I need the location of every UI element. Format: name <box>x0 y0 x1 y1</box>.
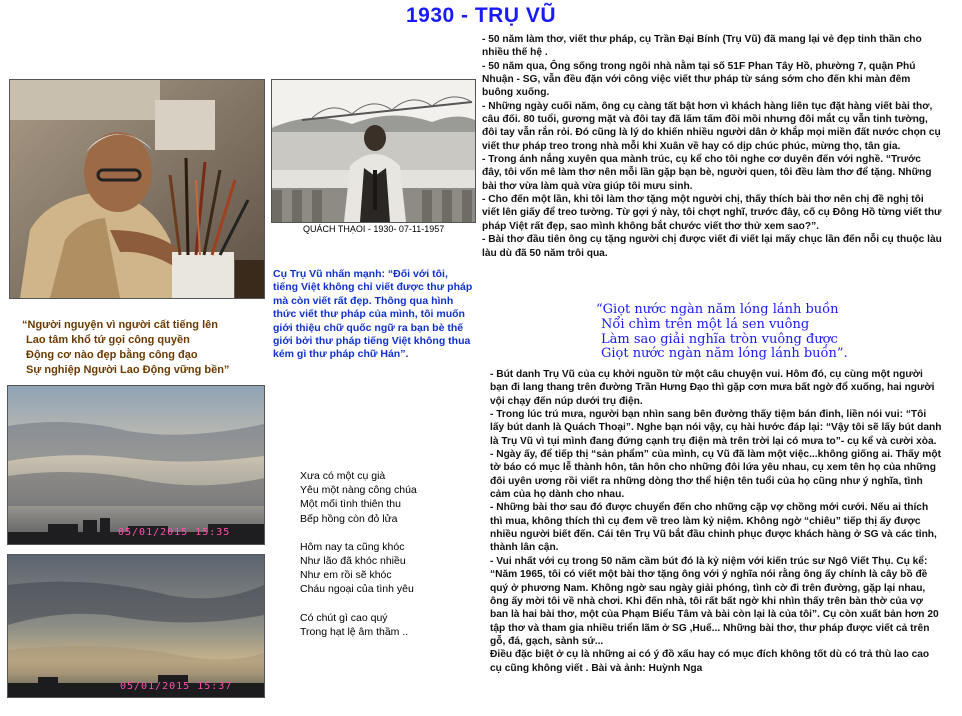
quote-line: Lao tâm khổ tứ gọi công quyền <box>26 334 190 346</box>
sky-image <box>8 555 264 697</box>
article-paragraph: - Những ngày cuối năm, ông cụ càng tất bật hơn vì khách hàng liên tục đặt hàng viết bài thơ, câu đối. 80 tuổi, gương mặt và đôi tay đã lấm tấm đồi mồi nhưng đôi mắt cụ vẫn tinh tường, đôi tay vẫn rắn rỏi. Đó cũng là lý do khiến nhiều người dân ở khắp mọi miền đất nước chọn cụ viết thư pháp treo trong nhà mỗi khi Xuân về hay có dịp chúc phúc, mừng thọ, tân gia. <box>482 100 941 152</box>
poem-line: Như em rồi sẽ khóc <box>300 569 392 582</box>
poem-line: Có chút gì cao quý <box>300 611 388 624</box>
verse-line: “Giọt nước ngàn năm lóng lánh buồn <box>596 302 839 317</box>
article-paragraph: - Cho đến một lần, khi tôi làm thơ tặng một người chị, thấy thích bài thơ nên chị đề nghị tôi viết lên giấy để treo tường. Từ gợi ý này, tôi chợt nghĩ, trước đây, cố cụ Đông Hồ từng viết thư pháp Việt rất đẹp, sao mình không bắt chước viết thơ thử xem sao?”. <box>482 194 942 232</box>
article-paragraph: - Vui nhất với cụ trong 50 năm cầm bút đó là kỷ niệm với kiến trúc sư Ngô Viết Thụ. Cụ kể: “Năm 1965, tôi có viết một bài thơ tặng ông với ý nghĩa nói rằng ông ấy chính là cây bồ đề quý ở phương Nam. Không ngờ sau ngày giải phóng, tình cờ đi trên đường, gặp lại nhau, ông ấy mời tôi về nhà chơi. Khi đến nhà, tôi rất bất ngờ khi nhìn thấy trên bàn thờ của vợ ban là hai bài thơ, một của Phạm Biểu Tâm và bài còn lại là của tôi”. Cụ còn xuất bản hơn 20 tập thơ và tham gia nhiều triển lãm ở SG ,Huế... Những bài thơ, thư pháp được viết cả trên gỗ, đá, gạch, sành sứ... <box>490 555 939 647</box>
quote-line: Sự nghiệp Người Lao Động vững bền” <box>26 364 230 376</box>
photo-timestamp: 05/01/2015 15:35 <box>118 527 231 538</box>
poem-line: Cháu ngoại của tình yêu <box>300 583 414 596</box>
photo-timestamp: 05/01/2015 15:37 <box>120 681 233 692</box>
portrait-photo <box>271 79 476 223</box>
poem-line: Xưa có một cụ già <box>300 470 386 482</box>
verse-line: Giọt nước ngàn năm lóng lánh buồn”. <box>601 346 848 362</box>
portrait-caption: QUÁCH THẠOI - 1930- 07-11-1957 <box>303 224 445 234</box>
poem-line: Một mối tình thiên thu <box>300 498 401 511</box>
verse-line: Làm sao giải nghĩa tròn vuông được <box>601 331 838 347</box>
sky-photo-1 <box>7 385 265 545</box>
quote-line: “Người nguyện vì người cất tiếng lên <box>22 319 218 331</box>
verse-line: Nổi chìm trên một lá sen vuông <box>601 316 810 332</box>
poem-line: Hôm nay ta cũng khóc <box>300 540 405 553</box>
poem-line <box>300 597 470 611</box>
poem-line: Như lão đã khóc nhiều <box>300 555 406 568</box>
article-paragraph: Điều đặc biệt ở cụ là những ai có ý đồ xấu hay có mục đích không tốt dù có trả thù lao cao cụ cũng không viết . Bài và ảnh: Huỳnh Nga <box>490 649 930 674</box>
poem-line: Yêu một nàng công chúa <box>300 484 417 497</box>
calligrapher-photo <box>9 79 265 299</box>
poem-line <box>300 526 470 540</box>
sky-photo-2 <box>7 554 265 698</box>
article-paragraph: - Những bài thơ sau đó được chuyển đến cho những cặp vợ chồng mới cưới. Nếu ai thích thì mua, không thích thì cụ đem về treo làm kỷ niệm. Không ngờ “chiêu” tiếp thị ấy được nhiều người biết đến. Cái tên Trụ Vũ bắt đầu chinh phục được khách hàng ở SG và các tỉnh, thành lân cận. <box>490 502 937 554</box>
article-paragraph: - 50 năm làm thơ, viết thư pháp, cụ Trần Đại Bính (Trụ Vũ) đã mang lại vẻ đẹp tinh thần cho nhiều thế hệ . <box>482 34 922 59</box>
calligrapher-image <box>10 80 264 298</box>
quote-poem <box>22 318 272 378</box>
article-paragraph: - Bút danh Trụ Vũ của cụ khởi nguồn từ một câu chuyện vui. Hôm đó, cụ cùng một người bạn đi lang thang trên đường Trần Hưng Đạo thì gặp cơn mưa bất ngờ đổ xuống, hai người vội chạy đến núp dưới trụ điện. <box>490 369 935 407</box>
portrait-image <box>272 80 475 222</box>
love-poem <box>300 469 470 639</box>
article-paragraph: - Trong ánh nắng xuyên qua mành trúc, cụ kể cho tôi nghe cơ duyên đến với nghề. “Trước đây, tôi vốn mê làm thơ nên mỗi lần gặp bạn bè, người quen, tôi đều làm thơ để tặng. Những bài thơ vừa làm quà vừa giúp tôi mưu sinh. <box>482 154 932 192</box>
poem-line: Trong hạt lệ âm thầm .. <box>300 625 409 638</box>
article-top <box>482 33 942 260</box>
article-paragraph: - Bài thơ đầu tiên ông cụ tặng người chị được viết đi viết lại mấy chục lần đến nỗi cụ thuộc làu làu dù đã 50 năm trôi qua. <box>482 234 942 259</box>
calligraphy-quote: Cụ Trụ Vũ nhấn mạnh: “Đối với tôi, tiếng Việt không chỉ viết được thư pháp mà còn viết rất đẹp. Thông qua hình thức viết thư pháp của mình, tôi muốn giới thiệu chữ quốc ngữ ra bạn bè thế giới bởi thư pháp tiếng Việt không thua kém gì thư pháp chữ Hán”. <box>273 268 473 361</box>
article-paragraph: - 50 năm qua, Ông sống trong ngôi nhà nằm tại số 51F Phan Tây Hồ, phường 7, quận Phú Nhuận - SG, vẫn đều đặn với công việc viết thư pháp từ sáng sớm cho đến khi màn đêm buông xuống. <box>482 60 916 99</box>
article-paragraph: - Trong lúc trú mưa, người bạn nhìn sang bên đường thấy tiệm bán đinh, liền nói vui: “Tôi lấy bút danh là Quách Thoại”. Nghe bạn nói vậy, cụ hài hước đáp lại: “Vậy tôi sẽ lấy bút danh là Trụ Vũ vì tụi mình đang đứng cạnh trụ điện mà trên trời lại có mưa to”- cụ kể và cười xòa. <box>490 409 942 447</box>
article-paragraph: - Ngày ấy, để tiếp thị “sản phẩm” của mình, cụ Vũ đã làm một việc...không giống ai. Thấy một tờ báo có mục lễ thành hôn, tân hôn cho những đôi lứa yêu nhau, cụ xem tên họ của những đôi uyên ương rồi viết ra những dòng thơ thể hiện tên tuổi của họ cũng như ý nghĩa, tình cảm của họ dành cho nhau. <box>490 449 941 501</box>
poem-line: Bếp hồng còn đỏ lửa <box>300 512 398 525</box>
article-bottom <box>490 368 942 675</box>
sky-image <box>8 386 264 544</box>
page-title: 1930 - TRỤ VŨ <box>405 4 557 27</box>
first-poem <box>596 303 896 362</box>
quote-line: Động cơ nào đẹp bằng công đạo <box>26 349 198 361</box>
